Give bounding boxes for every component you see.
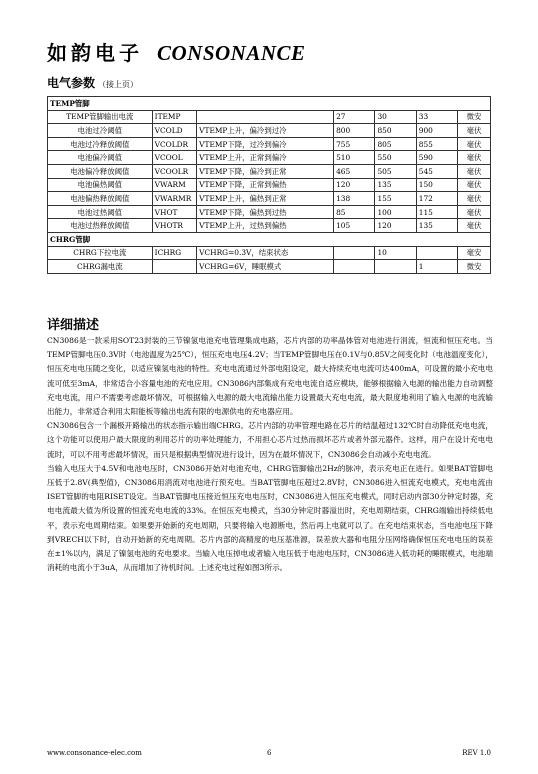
table-cell: TEMP管脚输出电流 bbox=[48, 110, 153, 124]
table-cell: 1 bbox=[416, 260, 457, 274]
table-cell: VTEMP上升，偏冷到过冷 bbox=[197, 124, 334, 138]
table-cell: 755 bbox=[334, 137, 375, 151]
table-cell: 120 bbox=[334, 178, 375, 192]
table-cell: 毫伏 bbox=[458, 151, 491, 165]
table-group-row bbox=[48, 97, 491, 111]
table-cell: 微安 bbox=[458, 110, 491, 124]
table-row bbox=[48, 110, 491, 124]
table-cell: 毫伏 bbox=[458, 192, 491, 206]
detail-paragraph: CN3086包含一个漏极开路输出的状态指示输出端CHRG。芯片内部的功率管理电路在芯片的结温超过132℃时自动降低充电电流，这个功能可以使用户最大限度的利用芯片的功率处理能力，不用担心芯片过热而损坏芯片或者外部元器件。这样，用户在设计充电电流时，可以不用考虑最坏情况，而只是根据典型情况进行设计，因为在最坏情况下，CN3086会自动减小充电电流。 bbox=[47, 421, 493, 459]
table-cell: 30 bbox=[375, 110, 416, 124]
table-cell bbox=[334, 260, 375, 274]
table-cell: VCHRG=0.3V，结束状态 bbox=[197, 246, 334, 260]
table-cell: VTEMP下降，偏热到过热 bbox=[197, 205, 334, 219]
table-cell: 105 bbox=[334, 219, 375, 233]
footer-revision: REV 1.0 bbox=[462, 749, 491, 757]
table-cell: 850 bbox=[375, 124, 416, 138]
table-cell: VHOT bbox=[152, 205, 197, 219]
table-cell: 电池偏冷阈值 bbox=[48, 151, 153, 165]
table-cell: VCOOLR bbox=[152, 164, 197, 178]
logo-english: CONSONANCE bbox=[157, 41, 306, 65]
table-cell: 545 bbox=[416, 164, 457, 178]
table-cell: ICHRG bbox=[152, 246, 197, 260]
table-cell: 电池偏热阈值 bbox=[48, 178, 153, 192]
table-cell: 毫伏 bbox=[458, 219, 491, 233]
section-subtitle: （接上页） bbox=[98, 80, 139, 89]
table-cell: 800 bbox=[334, 124, 375, 138]
table-group-row bbox=[48, 232, 491, 246]
table-cell: 150 bbox=[416, 178, 457, 192]
table-cell: 微安 bbox=[458, 260, 491, 274]
table-cell bbox=[416, 246, 457, 260]
electrical-parameters-table bbox=[47, 96, 491, 274]
table-cell: 85 bbox=[334, 205, 375, 219]
table-cell: 135 bbox=[416, 219, 457, 233]
table-cell: 电池过热释放阈值 bbox=[48, 219, 153, 233]
table-cell: 172 bbox=[416, 192, 457, 206]
detail-paragraph: CN3086是一款采用SOT23封装的三节镍氢电池充电管理集成电路，芯片内部的功率晶体管对电池进行涓流，恒流和恒压充电。当TEMP管脚电压0.3V时（电池温度为25℃），恒压充电电压4.2V；当TEMP管脚电压在0.1V与0.85V之间变化时（电池温度变化），恒压充电电压随之变化，以适应镍氢电池的特性。充电电流通过外部电阻设定，最大持续充电电流可达400mA，可设置的最小充电电流可低至3mA，非常适合小容量电池的充电应用。CN3086内部集成有充电电流自适应模块，能够根据输入电源的输出能力自动调整充电电流，用户不需要考虑最坏情况，可根据输入电源的最大电流输出能力设置最大充电电流，最大限度地利用了输入电源的电流输出能力，非常适合利用太阳能板等输出电流有限的电源供电的充电器应用。 bbox=[47, 336, 493, 417]
table-cell: 900 bbox=[416, 124, 457, 138]
table-cell bbox=[334, 246, 375, 260]
temp-pin-group-header: TEMP管脚 bbox=[48, 97, 491, 111]
table-row bbox=[48, 124, 491, 138]
table-cell: VTEMP上升，偏热到正常 bbox=[197, 192, 334, 206]
footer-page-number: 6 bbox=[267, 749, 272, 757]
table-cell: 33 bbox=[416, 110, 457, 124]
table-cell: 电池过冷释放阈值 bbox=[48, 137, 153, 151]
detail-body bbox=[47, 334, 493, 575]
table-cell: VTEMP下降，偏冷到正常 bbox=[197, 164, 334, 178]
table-cell: VTEMP下降，过冷到偏冷 bbox=[197, 137, 334, 151]
table-cell: VCOLDR bbox=[152, 137, 197, 151]
table-cell: 510 bbox=[334, 151, 375, 165]
table-cell: 电池过冷阈值 bbox=[48, 124, 153, 138]
table-cell: 电池过热阈值 bbox=[48, 205, 153, 219]
table-cell: 550 bbox=[375, 151, 416, 165]
company-logo bbox=[47, 37, 306, 65]
table-cell: 115 bbox=[416, 205, 457, 219]
table-cell: VWARM bbox=[152, 178, 197, 192]
table-cell: 590 bbox=[416, 151, 457, 165]
footer-url: www.consonance-elec.com bbox=[47, 749, 142, 757]
table-cell: 毫安 bbox=[458, 246, 491, 260]
detail-title: 详细描述 bbox=[47, 318, 100, 333]
table-cell: VWARMR bbox=[152, 192, 197, 206]
table-cell: 805 bbox=[375, 137, 416, 151]
table-cell bbox=[375, 260, 416, 274]
table-cell: 毫伏 bbox=[458, 164, 491, 178]
table-cell: 毫伏 bbox=[458, 137, 491, 151]
table-cell: VCOLD bbox=[152, 124, 197, 138]
table-row bbox=[48, 151, 491, 165]
table-cell: 855 bbox=[416, 137, 457, 151]
table-cell: VCHRG=6V，睡眠模式 bbox=[197, 260, 334, 274]
table-cell: CHRG下拉电流 bbox=[48, 246, 153, 260]
table-row bbox=[48, 164, 491, 178]
table-row bbox=[48, 246, 491, 260]
table-cell: VTEMP上升，过热到偏热 bbox=[197, 219, 334, 233]
table-cell: 毫伏 bbox=[458, 124, 491, 138]
table-cell bbox=[197, 110, 334, 124]
table-row bbox=[48, 192, 491, 206]
table-cell: 120 bbox=[375, 219, 416, 233]
chrg-pin-group-header: CHRG管脚 bbox=[48, 232, 491, 246]
table-cell: 135 bbox=[375, 178, 416, 192]
table-cell: VTEMP上升，正常到偏冷 bbox=[197, 151, 334, 165]
table-cell: VTEMP下降，正常到偏热 bbox=[197, 178, 334, 192]
section-title bbox=[47, 74, 138, 91]
detail-paragraph: 当输入电压大于4.5V和电池电压时，CN3086开始对电池充电，CHRG管脚输出2Hz的脉冲，表示充电正在进行。如果BAT管脚电压低于2.8V(典型值)，CN3086用涓流对电池进行预充电。当BAT管脚电压超过2.8V时，CN3086进入恒流充电模式，充电电流由ISET管脚的电阻RISET设定。当BAT管脚电压接近恒压充电电压时，CN3086进入恒压充电模式，同时启动内部30分钟定时器，充电电流最大值为所设置的恒流充电电流的33%。在恒压充电模式，当30分钟定时器溢出时，充电周期结束，CHRG端输出持续低电平，表示充电周期结束。如果要开始新的充电周期，只要将输入电源断电，然后再上电就可以了。在充电结束状态，当电池电压下降到VRECH以下时，自动开始新的充电周期。芯片内部的高精度的电压基准源，误差放大器和电阻分压网络确保恒压充电电压的误差在±1%以内，满足了镍氢电池的充电要求。当输入电压掉电或者输入电压低于电池电压时，CN3086进入低功耗的睡眠模式，电池端消耗的电流小于3uA，从而增加了待机时间。上述充电过程如图3所示。 bbox=[47, 463, 493, 573]
table-cell: 138 bbox=[334, 192, 375, 206]
table-cell: 100 bbox=[375, 205, 416, 219]
table-row bbox=[48, 219, 491, 233]
section-title-text: 电气参数 bbox=[47, 76, 96, 90]
table-cell: 电池偏热释放阈值 bbox=[48, 192, 153, 206]
table-cell: 505 bbox=[375, 164, 416, 178]
logo-chinese: 如韵电子 bbox=[47, 41, 143, 65]
table-cell: 27 bbox=[334, 110, 375, 124]
table-cell: VHOTR bbox=[152, 219, 197, 233]
table-cell: 465 bbox=[334, 164, 375, 178]
table-cell: CHRG漏电流 bbox=[48, 260, 153, 274]
table-cell: 10 bbox=[375, 246, 416, 260]
table-row bbox=[48, 137, 491, 151]
table-cell: ITEMP bbox=[152, 110, 197, 124]
table-row bbox=[48, 178, 491, 192]
table-row bbox=[48, 205, 491, 219]
table-row bbox=[48, 260, 491, 274]
table-cell: 155 bbox=[375, 192, 416, 206]
table-cell: 毫伏 bbox=[458, 178, 491, 192]
table-cell: 电池偏冷释放阈值 bbox=[48, 164, 153, 178]
table-cell bbox=[152, 260, 197, 274]
table-cell: VCOOL bbox=[152, 151, 197, 165]
table-cell: 毫伏 bbox=[458, 205, 491, 219]
